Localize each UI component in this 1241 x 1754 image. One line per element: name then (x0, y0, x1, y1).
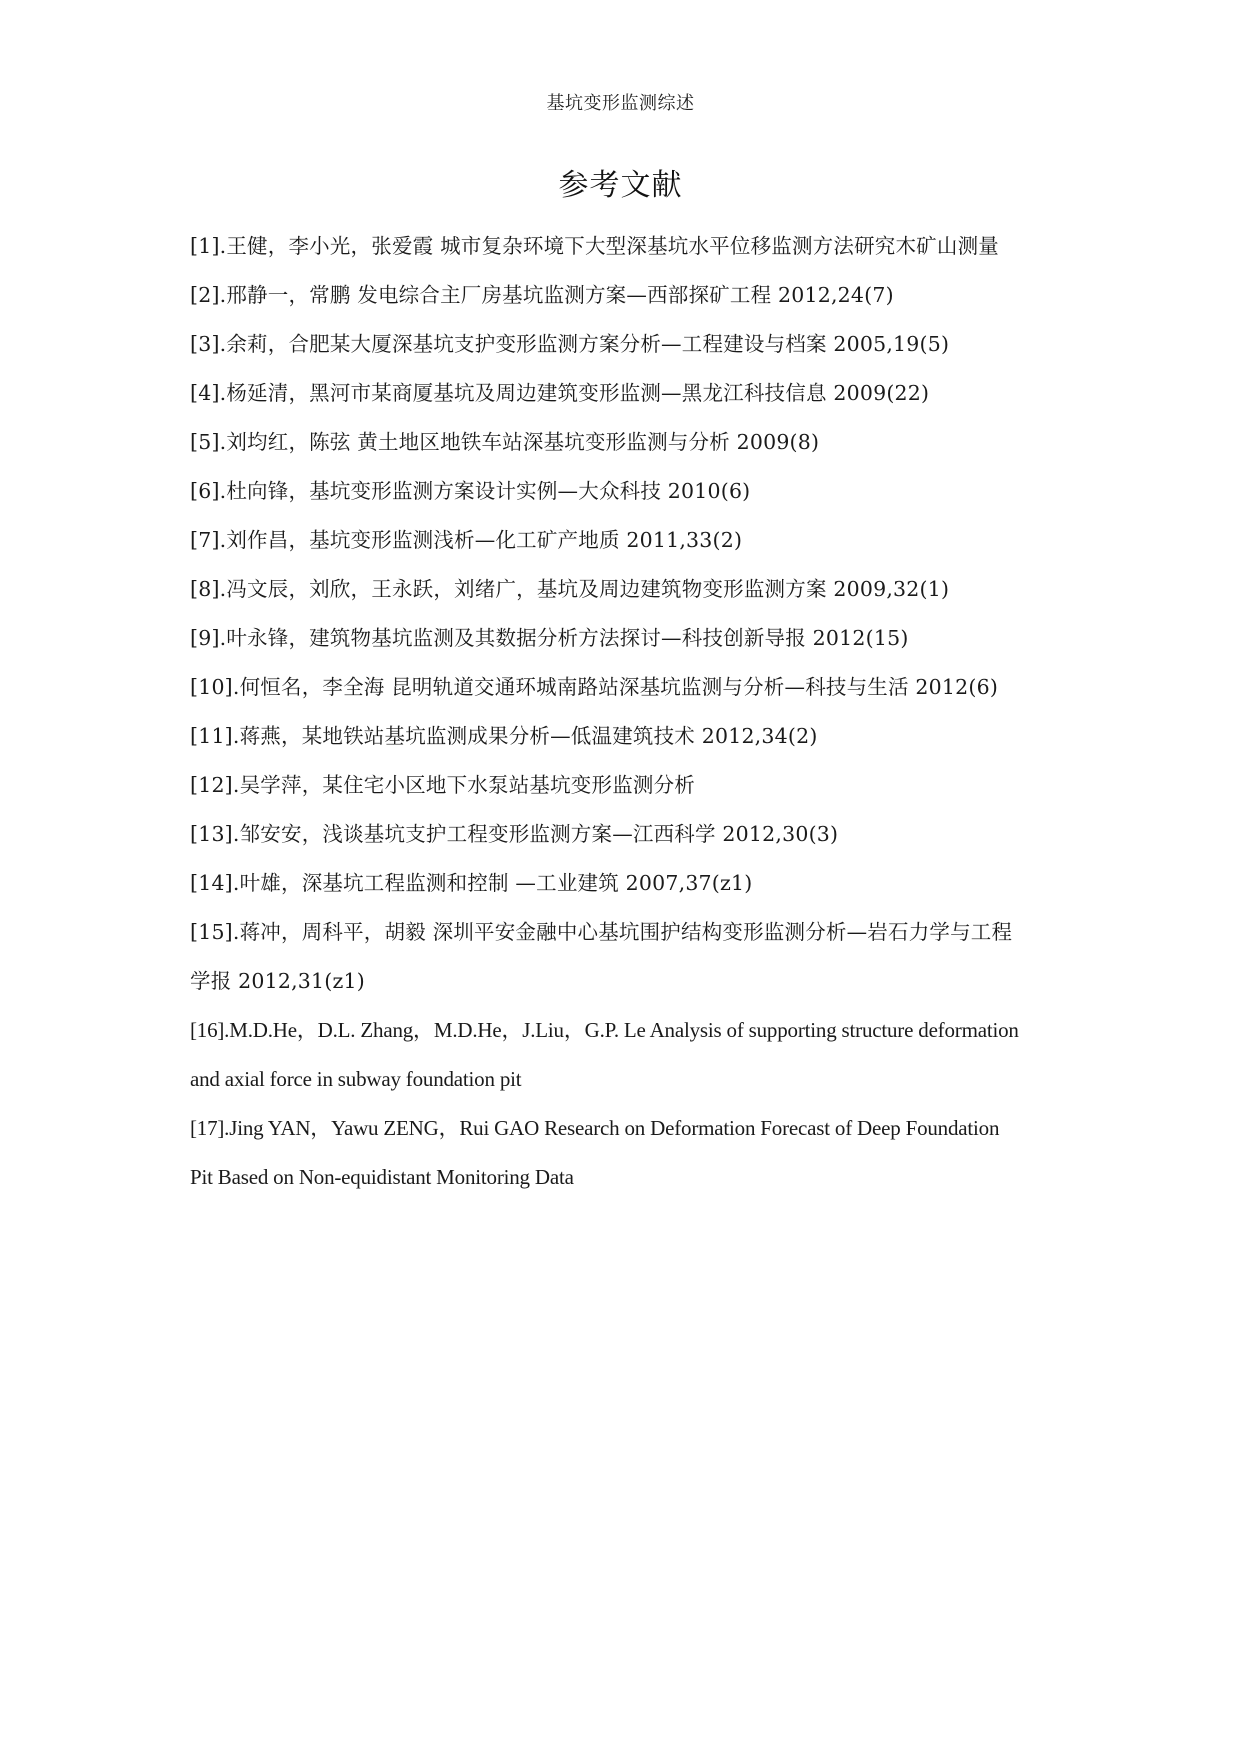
reference-item: [6].杜向锋，基坑变形监测方案设计实例—大众科技 2010(6) (190, 479, 751, 503)
reference-item: [3].余莉，合肥某大厦深基坑支护变形监测方案分析—工程建设与档案 2005,19(5) (190, 332, 950, 356)
reference-item (190, 908, 1070, 1006)
reference-item: [13].邹安安，浅谈基坑支护工程变形监测方案—江西科学 2012,30(3) (190, 822, 839, 846)
reference-line: and axial force in subway foundation pit (190, 1067, 522, 1091)
section-title: 参考文献 (558, 168, 683, 203)
reference-item: [8].冯文辰，刘欣，王永跃，刘绪广，基坑及周边建筑物变形监测方案 2009,32(1) (190, 577, 950, 601)
reference-line: [15].蒋冲，周科平，胡毅 深圳平安金融中心基坑围护结构变形监测分析—岩石力学与工程 (190, 920, 1013, 944)
reference-item: [4].杨延清，黑河市某商厦基坑及周边建筑变形监测—黑龙江科技信息 2009(22) (190, 381, 930, 405)
reference-line: Pit Based on Non-equidistant Monitoring Data (190, 1165, 574, 1189)
reference-item: [10].何恒名，李全海 昆明轨道交通环城南路站深基坑监测与分析—科技与生活 2012(6) (190, 675, 999, 699)
reference-item: [1].王健，李小光，张爱霞 城市复杂环境下大型深基坑水平位移监测方法研究木矿山测量 (190, 234, 999, 258)
running-header: 基坑变形监测综述 (546, 93, 695, 114)
reference-line: 学报 2012,31(z1) (190, 969, 365, 993)
reference-item: [2].邢静一，常鹏 发电综合主厂房基坑监测方案—西部探矿工程 2012,24(7) (190, 283, 894, 307)
reference-item: [12].吴学萍，某住宅小区地下水泵站基坑变形监测分析 (190, 773, 695, 797)
reference-item (190, 1006, 1070, 1104)
reference-item: [14].叶雄，深基坑工程监测和控制 —工业建筑 2007,37(z1) (190, 871, 753, 895)
reference-item: [7].刘作昌，基坑变形监测浅析—化工矿产地质 2011,33(2) (190, 528, 743, 552)
reference-item: [5].刘均红，陈弦 黄土地区地铁车站深基坑变形监测与分析 2009(8) (190, 430, 820, 454)
reference-item (190, 1104, 1070, 1202)
reference-line: [16].M.D.He，D.L. Zhang，M.D.He，J.Liu，G.P. Le Analysis of supporting structure deformation (190, 1018, 1019, 1042)
reference-item: [11].蒋燕，某地铁站基坑监测成果分析—低温建筑技术 2012,34(2) (190, 724, 818, 748)
reference-list (190, 222, 1070, 1202)
reference-line: [17].Jing YAN，Yawu ZENG，Rui GAO Research on Deformation Forecast of Deep Foundation (190, 1116, 1000, 1140)
reference-item: [9].叶永锋，建筑物基坑监测及其数据分析方法探讨—科技创新导报 2012(15) (190, 626, 909, 650)
